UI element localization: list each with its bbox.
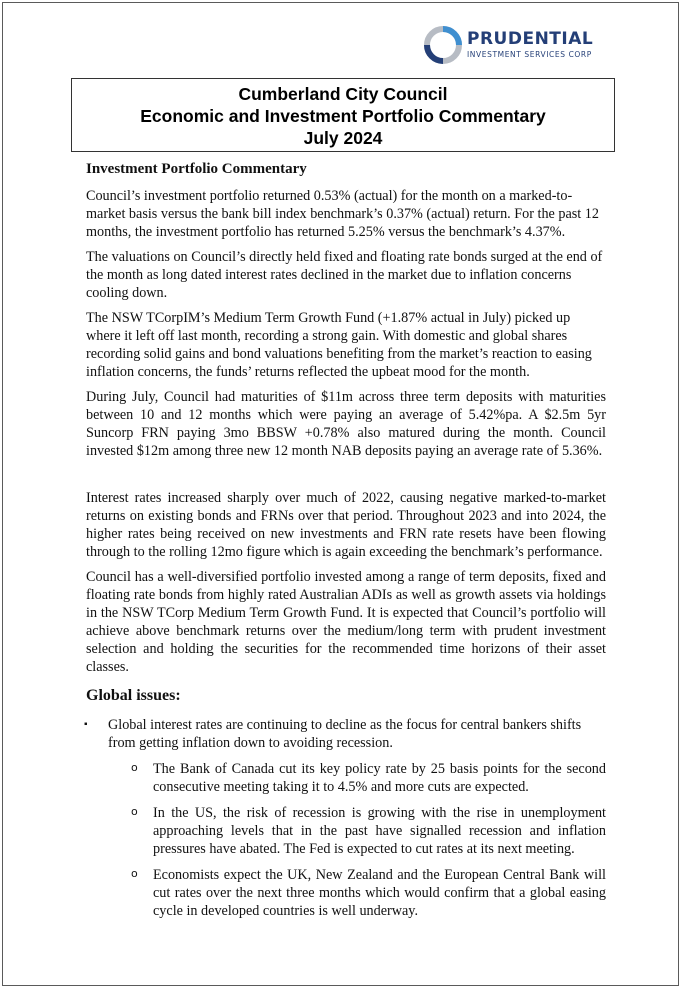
logo-ring-icon: [423, 25, 463, 65]
square-bullet-icon: ▪: [84, 719, 88, 730]
title-line-1: Cumberland City Council: [238, 84, 448, 104]
circle-bullet-icon: o: [131, 805, 138, 818]
title-line-3: July 2024: [303, 128, 383, 148]
paragraph: The valuations on Council’s directly held fixed and floating rate bonds surged at the end of the month as long dated interest rates declined in the market due to inflation concerns cooling down.: [86, 249, 603, 301]
paragraph: During July, Council had maturities of $11m across three term deposits with maturities between 10 and 12 months which were paying an average of 5.42%pa. A $2.5m 5yr Suncorp FRN paying 3mo BBSW +0.78% also matured during the month. Council invested $12m among three new 12 month NAB deposits paying an average rate of 5.36%.: [86, 389, 606, 459]
bullet-list: [86, 716, 606, 752]
circle-bullet-icon: o: [131, 867, 138, 880]
paragraph: Council has a well-diversified portfolio invested among a range of term deposits, fixed and floating rate bonds from highly rated Australian ADIs as well as growth assets via holdings in the NSW TCorp Medium Term Growth Fund. It is expected that Council’s portfolio will achieve above benchmark returns over the medium/long term with prudent investment selection and holding the securities for the recommended time horizons of their asset classes.: [86, 569, 606, 675]
logo-name: PRUDENTIAL: [467, 29, 594, 49]
title-line-2: Economic and Investment Portfolio Commentary: [140, 106, 546, 126]
list-item: [131, 866, 606, 920]
title-box: [71, 78, 615, 152]
list-item: [86, 716, 606, 752]
section-heading-global: Global issues:: [86, 687, 181, 704]
sub-bullet-text: In the US, the risk of recession is growing with the rise in unemployment approaching levels that in the past have signalled recession and inflation pressures have abated. The Fed is expected to cut rates at its next meeting.: [153, 805, 606, 857]
bullet-text: Global interest rates are continuing to decline as the focus for central bankers shifts from getting inflation down to avoiding recession.: [108, 717, 582, 751]
paragraph: The NSW TCorpIM’s Medium Term Growth Fund (+1.87% actual in July) picked up where it left off last month, recording a strong gain. With domestic and global shares recording solid gains and bond valuations benefiting from the market’s reaction to easing inflation concerns, the funds’ returns reflected the upbeat mood for the month.: [86, 310, 592, 380]
sub-bullet-list: [131, 760, 606, 920]
paragraph: Council’s investment portfolio returned 0.53% (actual) for the month on a marked-to-market basis versus the bank bill index benchmark’s 0.37% (actual) return. For the past 12 months, the investment portfolio has returned 5.25% versus the benchmark’s 4.37%.: [86, 188, 599, 240]
logo-subtitle: INVESTMENT SERVICES CORP: [467, 50, 592, 59]
sub-bullet-text: Economists expect the UK, New Zealand and the European Central Bank will cut rates over the next three months which would confirm that a global easing cycle in developed countries is well underway.: [153, 867, 606, 919]
list-item: [131, 804, 606, 858]
paragraph: Interest rates increased sharply over much of 2022, causing negative marked-to-market returns on existing bonds and FRNs over that period. Throughout 2023 and into 2024, the higher rates being received on new investments and FRN rate resets have been flowing through to the rolling 12mo figure which is again exceeding the benchmark’s performance.: [86, 490, 606, 560]
prudential-logo: [423, 25, 598, 67]
circle-bullet-icon: o: [131, 761, 138, 774]
document-page: [2, 2, 679, 986]
sub-bullet-text: The Bank of Canada cut its key policy rate by 25 basis points for the second consecutive meeting taking it to 4.5% and more cuts are expected.: [153, 761, 606, 795]
list-item: [131, 760, 606, 796]
document-body: [86, 159, 606, 928]
section-heading-investment: Investment Portfolio Commentary: [86, 161, 307, 177]
